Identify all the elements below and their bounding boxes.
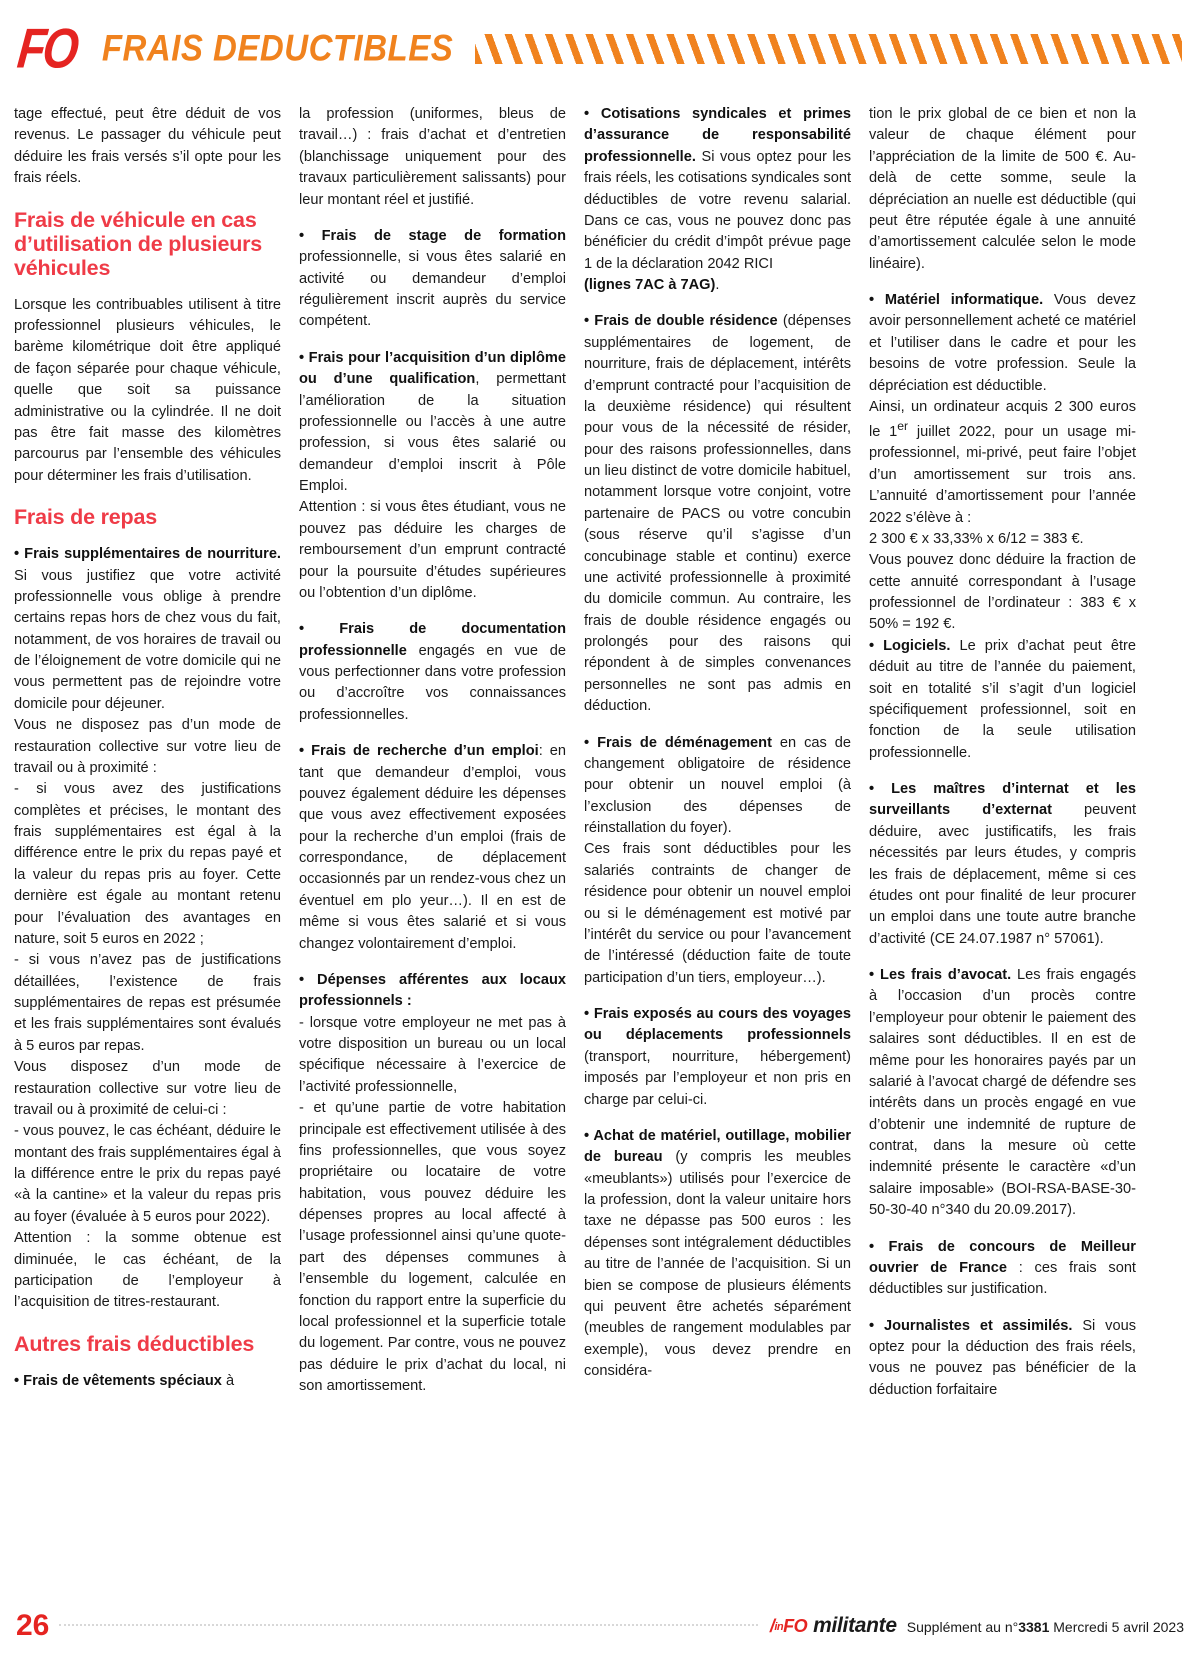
- body-paragraph: Lorsque les contribuables utilisent à titre professionnel plusieurs véhicules, le barème kilométrique doit être appliqué de façon séparée pour chaque véhicule, quelle que soit sa puissance administrative ou la cylindrée. Il ne doit pas être fait masse des kilomètres parcourus par l’ensemble des véhicules pour déterminer les frais d’utilisation.: [14, 296, 281, 484]
- paragraph-spacer: [299, 211, 566, 226]
- bullet-lead: • Frais de stage de formation: [299, 227, 566, 244]
- bullet-paragraph: [299, 970, 566, 1013]
- article-column-1: [14, 104, 281, 1544]
- bullet-paragraph: • Frais de double résidence (dépenses supplémentaires de logement, de nourriture, frais de déplacement, intérêts d’emprunt contracté pour l’acquisition de la deuxième résidence) qui résultent pour vous de la nécessité de résider, pour des raisons professionnelles, dans un lieu distinct de votre domicile habituel, notamment lorsque votre conjoint, votre partenaire de PACS ou votre concubin (sous réserve qu’il s’agisse d’un concubinage stable et continu) exerce une activité professionnelle à proximité du domicile commun. Au contraire, les frais de double résidence engagés ou prolongés pour des raisons qui répondent à de simples convenances personnelles ne sont pas admis en déduction.: [584, 313, 851, 715]
- body-paragraph: Vous disposez d’un mode de restauration collective sur votre lieu de travail ou à proximité de celui-ci :: [14, 1059, 281, 1118]
- paragraph-spacer: [869, 1301, 1136, 1316]
- body-paragraph: - si vous n’avez pas de justifications détaillées, l’existence de frais supplémentaires de repas est présumée et les frais supplémentaires sont évalués à 5 euros par repas.: [14, 952, 281, 1054]
- paragraph-spacer: [584, 296, 851, 311]
- body-paragraph: la profession (uniformes, bleus de travail…) : frais d’achat et d’entretien (blanchissage uniquement pour des travaux particulièrement salissants) pour leur montant réel et justifié.: [299, 106, 566, 208]
- section-heading: Autres frais déductibles: [14, 1331, 255, 1356]
- bullet-paragraph: • Logiciels. Le prix d’achat peut être déduit au titre de l’année du paiement, soit en totalité s’il s’agit d’un logiciel spécifiquement professionnel, soit en fonction de la seule utilisation professionnelle.: [869, 637, 1136, 761]
- bullet-lead: • Frais de déménagement: [584, 734, 772, 751]
- body-paragraph: Ces frais sont déductibles pour les salariés contraints de changer de résidence pour obtenir un nouvel emploi ou si le déménagement est motivé par l’intérêt du service ou pour l’avancement de l’intéressé (déduction faite de toute participation d’un tiers, employeur…).: [584, 841, 851, 986]
- body-paragraph: - si vous avez des justifications complètes et précises, le montant des frais supplémentaires est égal à la différence entre le prix du repas payé et la valeur du repas pris au foyer. Cette dernière est égale au montant retenu pour l’évaluation des avantages en nature, soit 5 euros en 2022 ;: [14, 781, 281, 947]
- bullet-paragraph: • Les frais d’avocat. Les frais engagés à l’occasion d’un procès contre l’employeur pour obtenir le paiement des salaires sont déductibles. Il en est de même pour les honoraires payés par un salarié à l’avocat chargé de défendre ses intérêts dans un procès engagé en vue d’obtenir une indemnité de rupture de contrat, dans la mesure où cette indemnité présente le caractère «d’un salaire imposable» (BOI-RSA-BASE-30-50-30-40 n°340 du 20.09.2017).: [869, 967, 1136, 1219]
- logo-slash: /: [769, 1616, 775, 1636]
- bullet-paragraph: • Frais exposés au cours des voyages ou déplacements professionnels (transport, nourriture, hébergement) imposés par l’employeur et non pris en charge par celui-ci.: [584, 1006, 851, 1108]
- body-paragraph: - lorsque votre employeur ne met pas à votre disposition un bureau ou un local spécifique nécessaire à l’exercice de l’activité professionnelle,: [299, 1014, 566, 1095]
- article-column-3: [584, 104, 851, 1544]
- bullet-lead: • Matériel informatique.: [869, 292, 1044, 308]
- section-heading: Frais de véhicule en cas d’utilisation de plusieurs véhicules: [14, 207, 263, 280]
- bullet-lead: • Les frais d’avocat.: [869, 967, 1012, 984]
- supplement-info: [907, 1619, 1184, 1635]
- paragraph-spacer: [869, 1222, 1136, 1237]
- bullet-lead: • Frais exposés au cours des voyages ou déplacements professionnels: [584, 1006, 851, 1044]
- supplement-prefix: Supplément au n°: [906, 1619, 1019, 1635]
- body-paragraph: Vous ne disposez pas d’un mode de restauration collective sur votre lieu de travail ou à proximité :: [14, 717, 281, 776]
- paragraph-spacer: [299, 955, 566, 970]
- ordinal-superscript: er: [897, 419, 909, 434]
- diagonal-stripes-decoration: [475, 34, 1182, 64]
- fo-logo: FO: [14, 16, 80, 80]
- logo-fo: FO: [783, 1616, 808, 1636]
- bullet-paragraph: • Frais de stage de formation professionnelle, si vous êtes salarié en activité ou demandeur d’emploi régulièrement inscrit auprès du service compétent.: [299, 227, 566, 330]
- bullet-paragraph: • Cotisations syndicales et primes d’assurance de responsabilité professionnelle. Si vous optez pour les frais réels, les cotisations syndicales sont déductibles de votre revenu salarial. Dans ce cas, vous ne pouvez donc pas bénéficier du crédit d’impôt prévue page 1 de la déclaration 2042 RICI: [584, 106, 851, 272]
- section-heading: Frais de repas: [14, 505, 157, 530]
- bullet-lead: • Achat de matériel, outillage, mobilier de bureau: [584, 1127, 851, 1166]
- logo-militante: militante: [813, 1614, 897, 1637]
- rubric-title: FRAIS DEDUCTIBLES: [101, 26, 454, 69]
- body-paragraph: tion le prix global de ce bien et non la valeur de chaque élément pour l’appréciation de la limite de 500 €. Au-delà de cette somme, seule la dépréciation an nuelle est déductible (qui peut être réputée égale à une annuité d’amortissement calculée selon le mode linéaire).: [869, 106, 1136, 272]
- body-paragraph: Attention : si vous êtes étudiant, vous ne pouvez pas déduire les charges de remboursement d’un emprunt contracté pour la poursuite d’études supérieures ou l’obtention d’un diplôme.: [299, 499, 566, 601]
- bullet-lead: • Dépenses afférentes aux locaux professionnels :: [299, 971, 566, 1010]
- paragraph-spacer: [869, 764, 1136, 779]
- paragraph-spacer: [299, 333, 566, 348]
- bullet-paragraph: • Journalistes et assimilés. Si vous optez pour la déduction des frais réels, vous ne pouvez pas bénéficier de la déduction forfaitaire: [869, 1317, 1136, 1398]
- footer-imprint: [770, 1614, 1184, 1638]
- paragraph-spacer: [299, 726, 566, 741]
- paragraph-spacer: [869, 950, 1136, 965]
- bullet-paragraph: • Frais de documentation professionnelle engagés en vue de vous perfectionner dans votre profession ou d’accroître vos connaissances professionnelles.: [299, 621, 566, 723]
- page-masthead: [0, 0, 1200, 96]
- bullet-lead: • Cotisations syndicales et primes d’assurance de responsabilité professionnelle.: [584, 106, 851, 165]
- paragraph-spacer: [299, 604, 566, 619]
- bullet-paragraph: • Frais de concours de Meilleur ouvrier de France : ces frais sont déductibles sur justification.: [869, 1238, 1136, 1298]
- body-paragraph: - et qu’une partie de votre habitation principale est effectivement utilisée à des fins professionnelles, que vous soyez propriétaire ou locataire de votre habitation, vous pouvez déduire les dépenses propres au local affecté à l’usage professionnel ainsi qu’une quote-part des dépenses communes à l’ensemble du logement, calculée en fonction du rapport entre la superficie du local professionnel et la superficie totale du logement. Par contre, vous ne pouvez pas déduire le prix d’achat du local, ni son amortissement.: [299, 1100, 566, 1394]
- bullet-lead: • Frais de documentation professionnelle: [299, 621, 566, 659]
- bullet-lead: • Frais de recherche d’un emploi: [299, 743, 539, 760]
- paragraph-spacer: [869, 275, 1136, 290]
- bullet-lead: • Les maîtres d’internat et les surveillants d’externat: [869, 781, 1136, 819]
- body-paragraph: Vous pouvez donc déduire la fraction de cette annuité correspondant à l’usage professionnel de l’ordinateur : 383 € x 50% = 192 €.: [869, 552, 1136, 633]
- body-paragraph: - vous pouvez, le cas échéant, déduire le montant des frais supplémentaires égal à la différence entre le prix du repas payé «à la cantine» et la valeur du repas pris au foyer (évaluée à 5 euros pour 2022).: [14, 1123, 281, 1225]
- supplement-date: Mercredi 5 avril 2023: [1049, 1619, 1184, 1635]
- article-column-2: [299, 104, 566, 1544]
- bullet-lead: • Frais de vêtements spéciaux: [14, 1372, 222, 1389]
- bullet-paragraph: • Frais de recherche d’un emploi: en tant que demandeur d’emploi, vous pouvez également déduire les dépenses que vous avez effectivement exposées pour la recherche d’un emploi (frais de correspondance, de déplacement occasionnés par un rendez-vous chez un éventuel em plo yeur…). Il en est de même si vous êtes salarié et si vous changez volontairement d’emploi.: [299, 743, 566, 952]
- supplement-number: 3381: [1018, 1619, 1050, 1635]
- info-militante-logo: [770, 1616, 807, 1637]
- bullet-lead: • Frais de concours de Meilleur ouvrier de France: [869, 1238, 1136, 1276]
- body-paragraph: tage effectué, peut être déduit de vos revenus. Le passager du véhicule peut déduire les frais versés s’il opte pour les frais réels.: [14, 106, 281, 187]
- paragraph-spacer: [584, 718, 851, 733]
- bullet-paragraph: • Frais supplémentaires de nourriture. Si vous justifiez que votre activité professionnelle vous oblige à prendre certains repas hors de chez vous du fait, notamment, de vos horaires de travail ou de l’éloignement de votre domicile qui ne vous permettent pas de rejoindre votre domicile pour déjeuner.: [14, 546, 281, 712]
- bullet-paragraph: • Achat de matériel, outillage, mobilier de bureau (y compris les meubles «meublants») utilisés pour l’exercice de la profession, dont la valeur unitaire hors taxe ne dépasse pas 500 euros : les dépenses sont intégralement déductibles au titre de l’année de l’acquisition. Si un bien se compose de plusieurs éléments qui peuvent être achetés séparément (meubles de rangement modulables par exemple), vous devez prendre en considéra-: [584, 1127, 851, 1379]
- body-paragraph: Attention : la somme obtenue est diminuée, le cas échéant, de la participation de l’employeur à l’acquisition de titres-restaurant.: [14, 1230, 281, 1311]
- bullet-paragraph: • Matériel informatique. Vous devez avoir personnellement acheté ce matériel et l’utiliser dans le cadre et pour les besoins de votre profession. Seule la dépréciation est déductible.: [869, 292, 1136, 394]
- bullet-lead: • Frais pour l’acquisition d’un diplôme ou d’une qualification: [299, 349, 566, 388]
- bullet-lead: (lignes 7AC à 7AG): [584, 277, 716, 293]
- article-column-4: [869, 104, 1136, 1544]
- article-columns: [14, 104, 1186, 1544]
- bullet-lead: • Frais de double résidence: [584, 313, 778, 330]
- footer-divider: [59, 1624, 757, 1626]
- paragraph-spacer: [584, 989, 851, 1004]
- bullet-lead: • Logiciels.: [869, 637, 951, 654]
- bullet-paragraph: • Frais de vêtements spéciaux à: [14, 1372, 235, 1389]
- bullet-lead: • Journalistes et assimilés.: [869, 1317, 1073, 1334]
- bullet-paragraph: • Les maîtres d’internat et les surveillants d’externat peuvent déduire, avec justificatifs, les frais nécessités par leurs études, y compris les frais de déplacement, même si ces études ont pour finalité de leur procurer un emploi dans une toute autre branche d’activité (CE 24.07.1987 n° 57061).: [869, 781, 1136, 947]
- bullet-paragraph: (lignes 7AC à 7AG).: [584, 277, 720, 293]
- paragraph-spacer: [584, 1111, 851, 1126]
- page-footer: [0, 1583, 1200, 1671]
- bullet-lead: • Frais supplémentaires de nourriture.: [14, 546, 281, 563]
- page-number: 26: [16, 1609, 50, 1642]
- body-paragraph: 2 300 € x 33,33% x 6/12 = 383 €.: [869, 530, 1084, 547]
- bullet-paragraph: • Frais de déménagement en cas de changement obligatoire de résidence pour obtenir un nouvel emploi (à l’exclusion des dépenses de réinstallation du foyer).: [584, 734, 851, 836]
- bullet-paragraph: • Frais pour l’acquisition d’un diplôme ou d’une qualification, permettant l’amélioration de la situation professionnelle ou l’accès à une autre profession, si vous êtes salarié ou demandeur d’emploi inscrit à Pôle Emploi.: [299, 349, 566, 494]
- paragraph-with-superscript: Ainsi, un ordinateur acquis 2 300 euros le 1er juillet 2022, pour un usage mi-professionnel, mi-privé, peut faire l’objet d’un amortissement sur trois ans. L’annuité d’amortissement pour l’année 2022 s’élève à :: [869, 398, 1136, 526]
- logo-in: in: [774, 1621, 784, 1633]
